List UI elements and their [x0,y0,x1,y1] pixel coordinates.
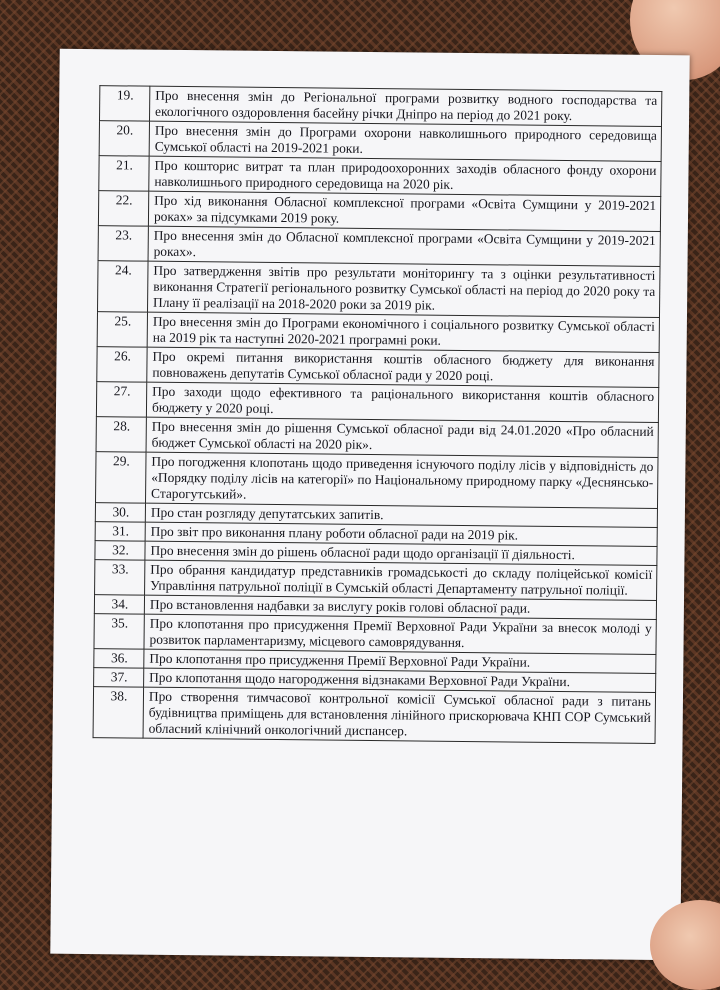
item-number: 26. [97,347,147,383]
item-text: Про внесення змін до Програми економічного і соціального розвитку Сумської області на 2019 рік та наступні 2020-2021 програмні роки. [147,312,659,352]
item-number: 21. [99,156,149,192]
item-number: 31. [95,522,145,542]
item-number: 28. [96,417,146,453]
item-number: 29. [96,452,147,504]
item-text: Про внесення змін до рішення Сумської обласної ради від 24.01.2020 «Про обласний бюджет Сумської області на 2020 рік». [146,417,658,457]
table-row [96,452,659,509]
item-number: 20. [99,121,149,157]
item-number: 25. [97,312,147,348]
item-text: Про стан розгляду депутатських запитів. [145,503,657,527]
table-row [96,417,658,458]
document-page [50,49,689,961]
table-row [98,261,661,318]
agenda-table-body [93,86,662,744]
item-text: Про звіт про виконання плану роботи обласної ради на 2019 рік. [145,522,657,546]
item-text: Про клопотання про присудження Премії Верховної Ради України за внесок молоді у розвиток парламентаризму, місцевого самоврядування. [144,614,656,654]
table-row [98,191,660,232]
item-text: Про внесення змін до Регіональної програми розвитку водного господарства та екологічного оздоровлення басейну річки Дніпро на період до 2021 року. [150,86,662,126]
table-row [97,312,659,353]
table-row [96,382,658,423]
table-row [93,687,656,744]
item-text: Про обрання кандидатур представників громадськості до складу поліцейської комісії Управління патрульної поліції в Сумській області Департаменту патрульної поліції. [145,560,657,600]
item-text: Про кошторис витрат та план природоохоронних заходів обласного фонду охорони навколишнього природного середовища на 2020 рік. [149,156,661,196]
item-text: Про внесення змін до Програми охорони навколишнього природного середовища Сумської області на 2019-2021 роки. [149,121,661,161]
item-text: Про клопотання про присудження Премії Верховної Ради України. [144,649,656,673]
item-number: 37. [94,668,144,688]
item-text: Про заходи щодо ефективного та раціонального використання коштів обласного бюджету у 2020 році. [146,382,658,422]
table-row [94,614,656,655]
item-text: Про окремі питання використання коштів обласного бюджету для виконання повноважень депутатів Сумської обласної ради у 2020 році. [147,347,659,387]
item-text: Про внесення змін до Обласної комплексної програми «Освіта Сумщини у 2019-2021 роках». [148,226,660,266]
item-number: 36. [94,649,144,669]
table-row [95,560,657,601]
item-number: 33. [95,560,145,596]
item-text: Про внесення змін до рішень обласної ради щодо організації її діяльності. [145,541,657,565]
item-number: 38. [93,687,144,739]
agenda-table [93,85,663,744]
table-row [99,156,661,197]
item-text: Про встановлення надбавки за вислугу років голові обласної ради. [144,595,656,619]
item-text: Про затвердження звітів про результати моніторингу та з оцінки результативності виконання Стратегії регіонального розвитку Сумської області на період до 2020 року та Плану її реалізації на 2018-2020 роки за 2019 рік. [148,261,661,317]
table-row [100,86,662,127]
table-row [98,226,660,267]
item-number: 22. [98,191,148,227]
item-text: Про клопотання щодо нагородження відзнаками Верховної Ради України. [144,668,656,692]
item-text: Про створення тимчасової контрольної комісії Сумської обласної ради з питань будівництва приміщень для встановлення лінійного прискорювача КНП СОР Сумський обласний клінічний онкологічний диспансер. [143,687,656,743]
item-number: 24. [98,261,149,313]
item-number: 35. [94,614,144,650]
item-number: 32. [95,541,145,561]
item-number: 19. [100,86,150,122]
table-row [97,347,659,388]
item-number: 30. [95,503,145,523]
item-text: Про погодження клопотань щодо приведення існуючого поділу лісів у відповідність до «Порядку поділу лісів на категорії» по Національному природному парку «Деснянсько-Старогутський». [146,452,659,508]
item-number: 27. [96,382,146,418]
item-number: 23. [98,226,148,262]
item-text: Про хід виконання Обласної комплексної програми «Освіта Сумщини у 2019-2021 роках» за підсумками 2019 року. [148,191,660,231]
table-row [99,121,661,162]
item-number: 34. [94,595,144,615]
